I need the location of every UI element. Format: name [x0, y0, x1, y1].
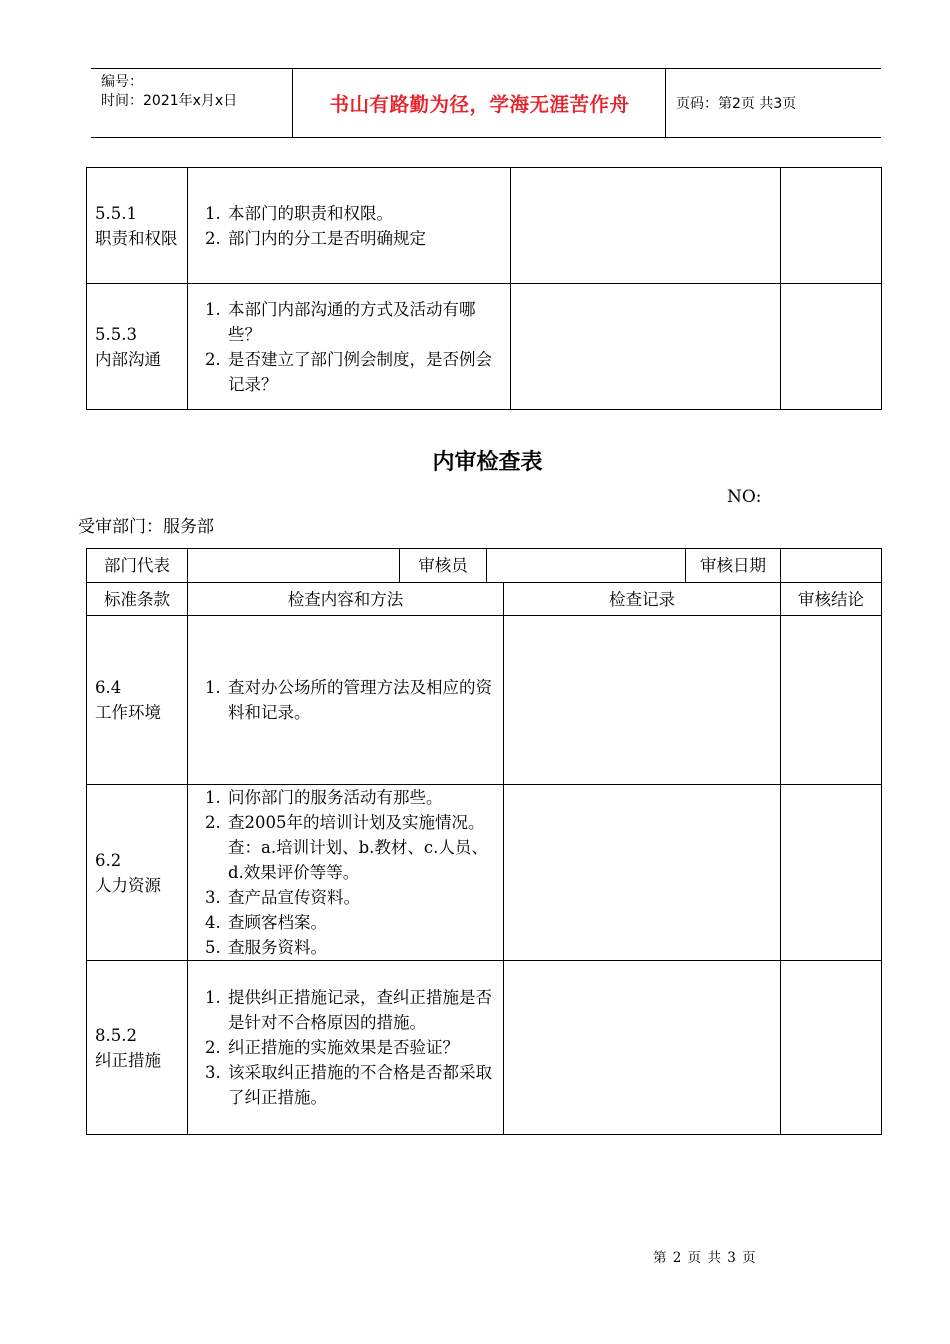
audit-date-label: 审核日期 — [686, 549, 781, 583]
clause-cell — [87, 961, 188, 1135]
check-item: 2. 纠正措施的实施效果是否验证？ — [226, 1035, 497, 1060]
auditor-value — [487, 549, 686, 583]
check-record-cell — [504, 961, 781, 1135]
conclusion-cell — [781, 284, 882, 410]
conclusion-cell — [781, 961, 882, 1135]
table-row — [87, 616, 882, 785]
clause-name: 人力资源 — [95, 875, 161, 895]
table-row — [87, 785, 882, 961]
check-content-cell — [188, 284, 511, 410]
form-title: 内审检查表 — [432, 450, 543, 475]
col-header-record: 检查记录 — [504, 583, 781, 616]
clause-cell — [87, 785, 188, 961]
table-header-row — [87, 583, 882, 616]
check-items-list — [188, 297, 510, 397]
clause-cell — [87, 284, 188, 410]
clause-cell — [87, 168, 188, 284]
check-items-list — [188, 675, 503, 725]
check-content-cell — [188, 961, 504, 1135]
check-items-list — [188, 985, 503, 1110]
audit-checklist-table — [86, 582, 882, 1135]
clause-name: 工作环境 — [95, 703, 161, 722]
header-divider — [665, 69, 666, 137]
audit-date-value — [781, 549, 882, 583]
check-item: 1. 本部门的职责和权限。 — [226, 201, 504, 226]
clause-number: 5.5.3 — [95, 324, 137, 344]
col-header-clause: 标准条款 — [87, 583, 188, 616]
check-item: 4. 查顾客档案。 — [226, 910, 497, 935]
check-record-cell — [511, 284, 781, 410]
conclusion-cell — [781, 616, 882, 785]
time-label: 时间：2021年x月x日 — [101, 93, 238, 109]
check-item: 3. 查产品宣传资料。 — [226, 885, 497, 910]
check-record-cell — [511, 168, 781, 284]
table-row — [87, 961, 882, 1135]
check-item: 1. 问你部门的服务活动有那些。 — [226, 785, 497, 810]
check-item: 3. 该采取纠正措施的不合格是否都采取了纠正措施。 — [226, 1060, 497, 1110]
check-item: 1. 查对办公场所的管理方法及相应的资料和记录。 — [226, 675, 497, 725]
clause-number: 6.4 — [95, 678, 122, 697]
check-record-cell — [504, 785, 781, 961]
check-item: 2. 查2005年的培训计划及实施情况。查：a.培训计划、b.教材、c.人员、d.效果评价等等。 — [226, 810, 497, 885]
audited-department: 受审部门：服务部 — [78, 517, 214, 537]
info-row — [87, 549, 882, 583]
check-record-cell — [504, 616, 781, 785]
header-meta — [101, 73, 237, 111]
rep-label: 部门代表 — [87, 549, 188, 583]
check-item: 2. 部门内的分工是否明确规定 — [226, 226, 504, 251]
serial-label: 编号： — [101, 74, 143, 90]
clause-number: 8.5.2 — [95, 1025, 137, 1045]
check-items-list — [188, 785, 503, 960]
check-content-cell — [188, 785, 504, 961]
audit-info-table — [86, 548, 882, 583]
rep-value — [188, 549, 400, 583]
clause-cell — [87, 616, 188, 785]
col-header-conclusion: 审核结论 — [781, 583, 882, 616]
conclusion-cell — [781, 168, 882, 284]
clause-number: 5.5.1 — [95, 203, 137, 223]
check-item: 1. 本部门内部沟通的方式及活动有哪些？ — [226, 297, 504, 347]
check-content-cell — [188, 168, 511, 284]
continued-audit-table — [86, 167, 882, 410]
clause-name: 职责和权限 — [95, 228, 178, 248]
col-header-content: 检查内容和方法 — [188, 583, 504, 616]
check-item: 2. 是否建立了部门例会制度，是否例会记录？ — [226, 347, 504, 397]
form-number-label: NO: — [727, 487, 762, 507]
check-content-cell — [188, 616, 504, 785]
auditor-label: 审核员 — [400, 549, 487, 583]
clause-number: 6.2 — [95, 850, 122, 870]
page-footer: 第 2 页 共 3 页 — [653, 1250, 757, 1266]
clause-name: 纠正措施 — [95, 1050, 161, 1070]
check-item: 5. 查服务资料。 — [226, 935, 497, 960]
table-row — [87, 168, 882, 284]
header-page-number: 页码：第2页 共3页 — [676, 96, 797, 112]
check-items-list — [188, 201, 510, 251]
page-header — [91, 68, 881, 138]
conclusion-cell — [781, 785, 882, 961]
header-motto: 书山有路勤为径，学海无涯苦作舟 — [329, 93, 630, 116]
clause-name: 内部沟通 — [95, 349, 161, 369]
table-row — [87, 284, 882, 410]
check-item: 1. 提供纠正措施记录，查纠正措施是否是针对不合格原因的措施。 — [226, 985, 497, 1035]
